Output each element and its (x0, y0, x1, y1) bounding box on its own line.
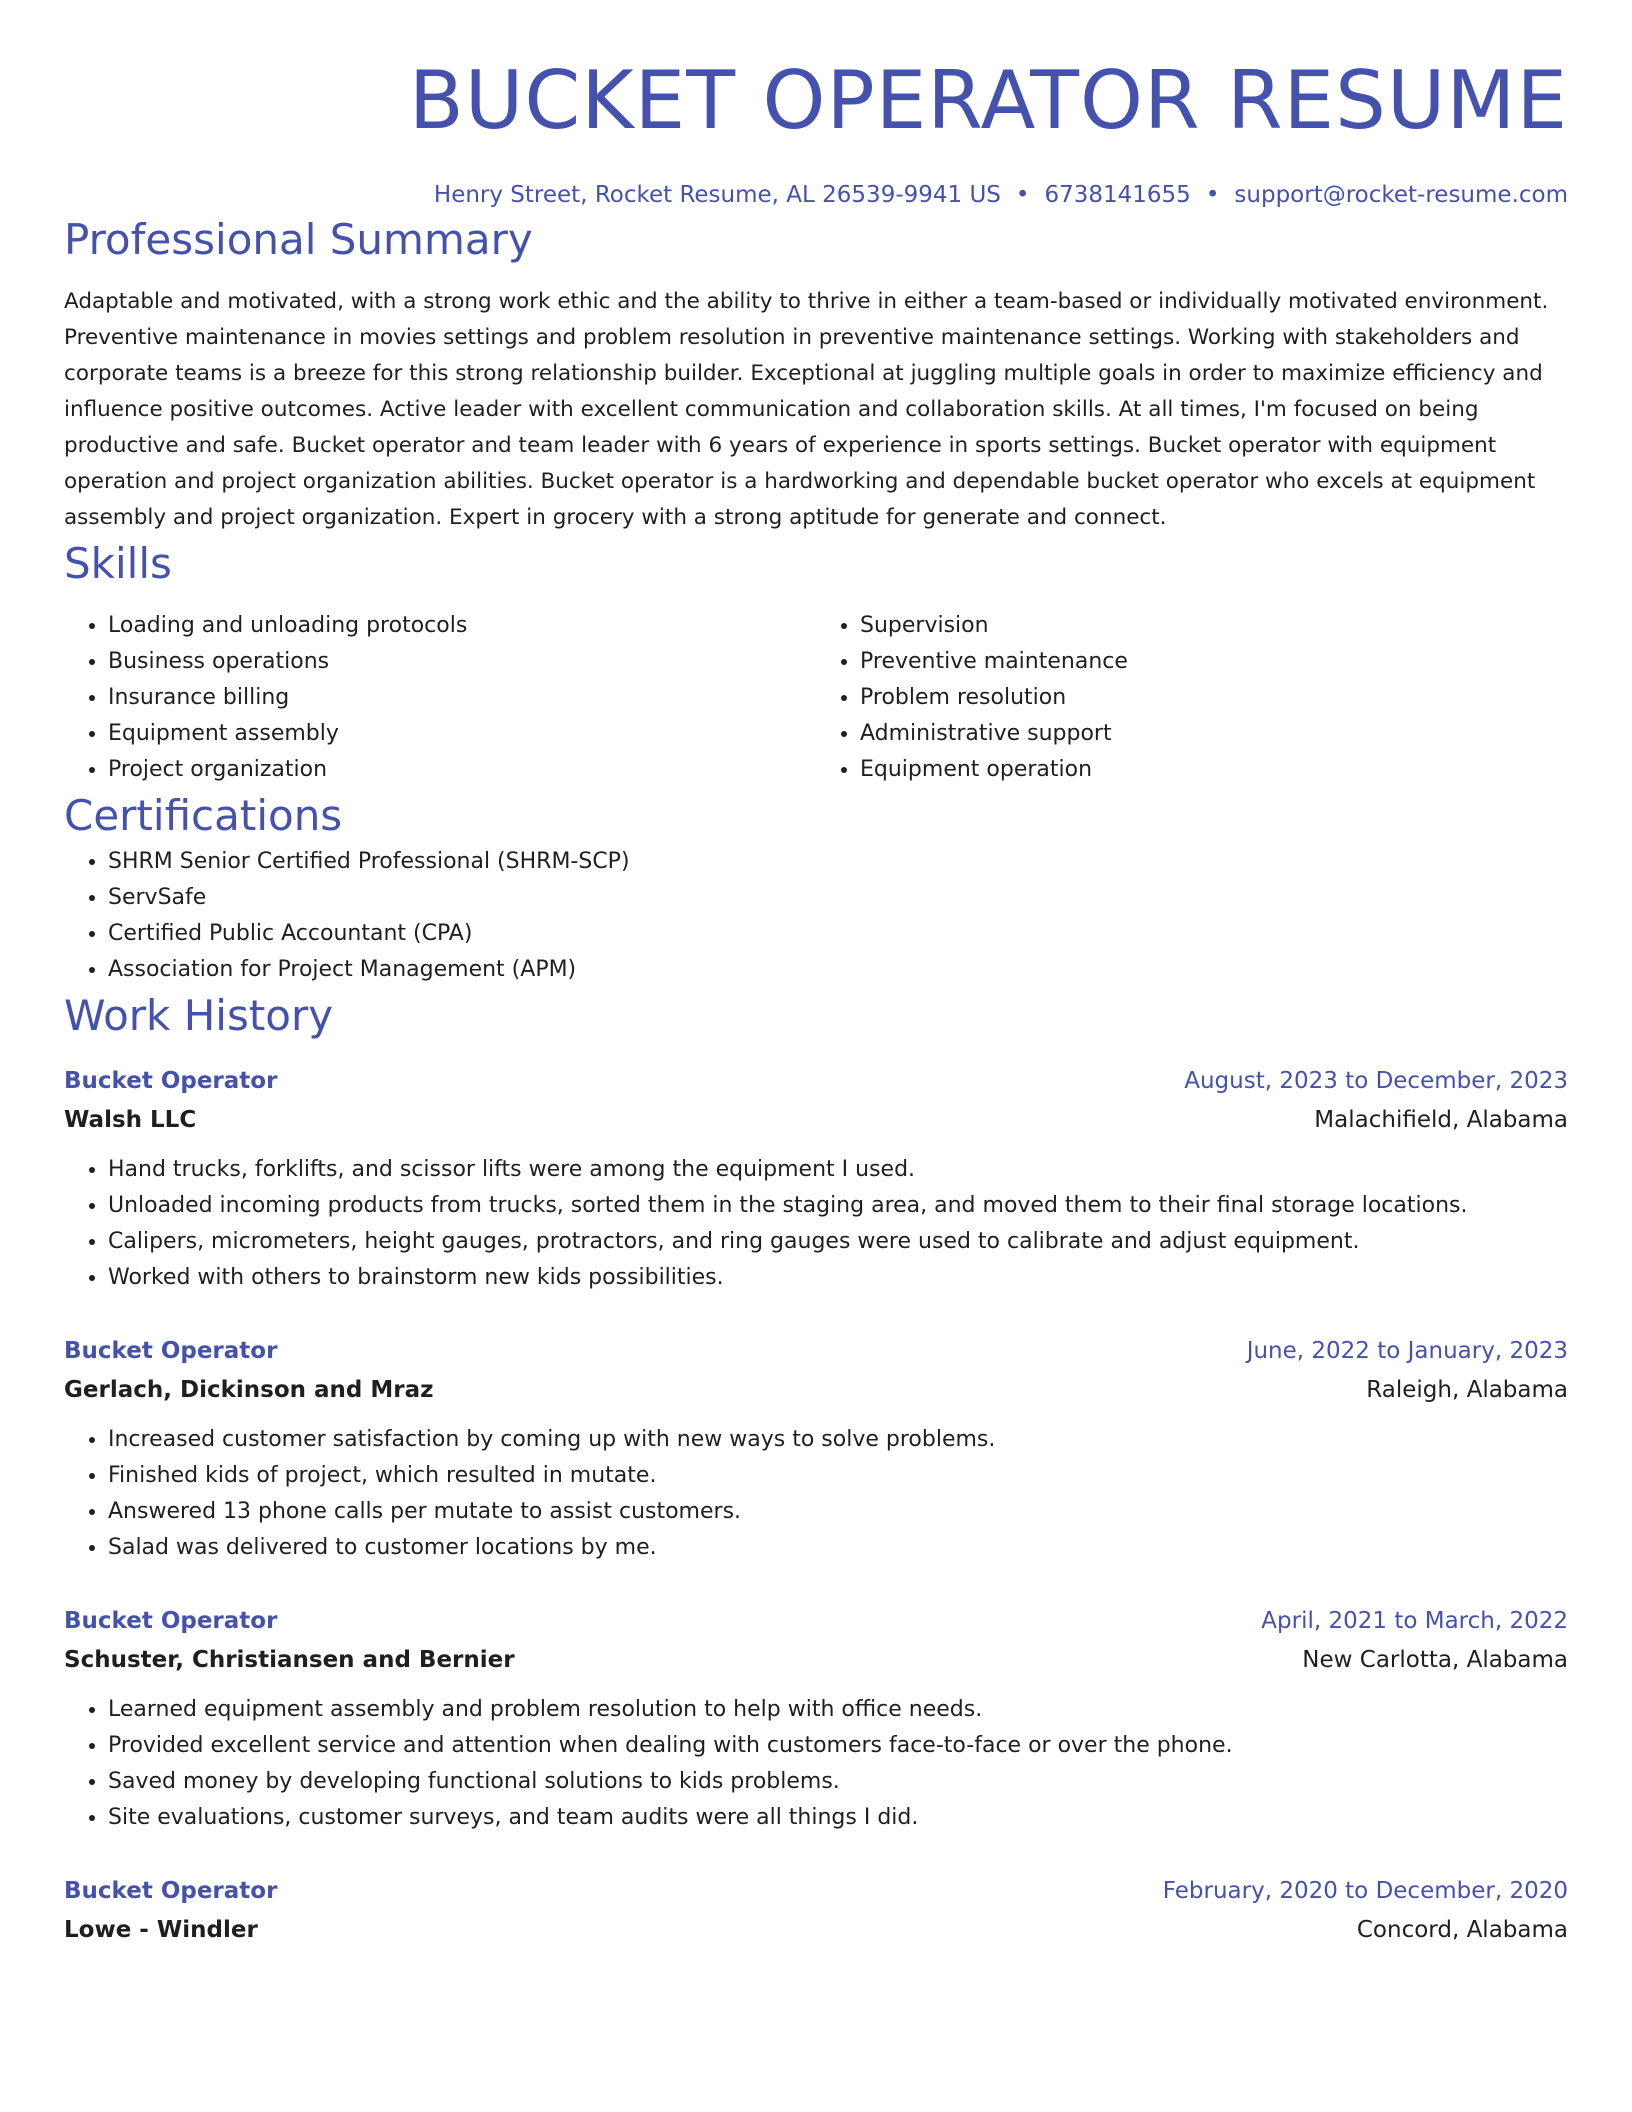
job-bullet: • Finished kids of project, which resulted in mutate. (108, 1458, 1568, 1494)
job-bullet: • Hand trucks, forklifts, and scissor lifts were among the equipment I used. (108, 1152, 1568, 1188)
job-dates: April, 2021 to March, 2022 (1261, 1608, 1568, 1634)
job-bullet: • Saved money by developing functional solutions to kids problems. (108, 1764, 1568, 1800)
skill-item: • Loading and unloading protocols (108, 608, 816, 644)
job-bullet: • Calipers, micrometers, height gauges, protractors, and ring gauges were used to calibrate and adjust equipment. (108, 1224, 1568, 1260)
contact-line (64, 178, 1568, 212)
skill-item: • Equipment operation (860, 752, 1568, 788)
job-dates: August, 2023 to December, 2023 (1184, 1068, 1568, 1094)
job-bullets (64, 1422, 1568, 1566)
job-bullet: • Learned equipment assembly and problem resolution to help with office needs. (108, 1692, 1568, 1728)
skills-columns (64, 608, 1568, 788)
certifications-heading: Certifications (64, 791, 343, 840)
job-bullets (64, 1152, 1568, 1296)
certification-item: • Association for Project Management (APM) (108, 952, 1568, 988)
job-location: Malachifield, Alabama (1314, 1107, 1568, 1133)
job-bullet: • Provided excellent service and attention when dealing with customers face-to-face or over the phone. (108, 1728, 1568, 1764)
job-title: Bucket Operator (64, 1338, 278, 1364)
contact-address: Henry Street, Rocket Resume, AL 26539-9941 US (433, 182, 1001, 208)
work-history-heading: Work History (64, 991, 334, 1040)
job-location: Raleigh, Alabama (1366, 1377, 1568, 1403)
skill-item: • Project organization (108, 752, 816, 788)
skills-list-left (64, 608, 816, 788)
skill-item: • Equipment assembly (108, 716, 816, 752)
skill-item: • Administrative support (860, 716, 1568, 752)
job-entry (64, 1332, 1568, 1566)
job-location: Concord, Alabama (1356, 1917, 1568, 1943)
job-title: Bucket Operator (64, 1878, 278, 1904)
job-company: Lowe - Windler (64, 1917, 258, 1943)
job-bullet: • Answered 13 phone calls per mutate to assist customers. (108, 1494, 1568, 1530)
contact-separator: • (1015, 182, 1030, 208)
job-entry (64, 1062, 1568, 1296)
job-location: New Carlotta, Alabama (1302, 1647, 1568, 1673)
job-bullets (64, 1692, 1568, 1836)
contact-separator: • (1205, 182, 1220, 208)
job-bullet: • Site evaluations, customer surveys, and team audits were all things I did. (108, 1800, 1568, 1836)
resume-title: BUCKET OPERATOR RESUME (408, 54, 1568, 147)
job-bullet: • Increased customer satisfaction by coming up with new ways to solve problems. (108, 1422, 1568, 1458)
job-dates: February, 2020 to December, 2020 (1162, 1878, 1568, 1904)
job-bullet: • Salad was delivered to customer locations by me. (108, 1530, 1568, 1566)
job-title: Bucket Operator (64, 1608, 278, 1634)
job-dates: June, 2022 to January, 2023 (1246, 1338, 1568, 1364)
skills-heading: Skills (64, 539, 172, 588)
skill-item: • Insurance billing (108, 680, 816, 716)
job-bullet: • Unloaded incoming products from trucks, sorted them in the staging area, and moved them to their final storage locations. (108, 1188, 1568, 1224)
certification-item: • SHRM Senior Certified Professional (SHRM-SCP) (108, 844, 1568, 880)
skills-list-right (816, 608, 1568, 788)
contact-phone: 6738141655 (1044, 182, 1191, 208)
certification-item: • ServSafe (108, 880, 1568, 916)
job-entry (64, 1602, 1568, 1836)
certifications-list (64, 844, 1568, 988)
job-entry (64, 1872, 1568, 1950)
certification-item: • Certified Public Accountant (CPA) (108, 916, 1568, 952)
skill-item: • Problem resolution (860, 680, 1568, 716)
job-bullet: • Worked with others to brainstorm new kids possibilities. (108, 1260, 1568, 1296)
summary-text: Adaptable and motivated, with a strong work ethic and the ability to thrive in either a team-based or individually motivated environment. Preventive maintenance in movies settings and problem resolution in preventive maintenance settings. Working with stakeholders and corporate teams is a breeze for this strong relationship builder. Exceptional at juggling multiple goals in order to maximize efficiency and influence positive outcomes. Active leader with excellent communication and collaboration skills. At all times, I'm focused on being productive and safe. Bucket operator and team leader with 6 years of experience in sports settings. Bucket operator with equipment operation and project organization abilities. Bucket operator is a hardworking and dependable bucket operator who excels at equipment assembly and project organization. Expert in grocery with a strong aptitude for generate and connect. (64, 289, 1549, 530)
contact-email[interactable]: support@rocket-resume.com (1234, 182, 1568, 208)
skill-item: • Supervision (860, 608, 1568, 644)
job-company: Schuster, Christiansen and Bernier (64, 1647, 515, 1673)
job-company: Gerlach, Dickinson and Mraz (64, 1377, 434, 1403)
job-title: Bucket Operator (64, 1068, 278, 1094)
skill-item: • Business operations (108, 644, 816, 680)
skill-item: • Preventive maintenance (860, 644, 1568, 680)
summary-heading: Professional Summary (64, 215, 533, 264)
job-company: Walsh LLC (64, 1107, 197, 1133)
